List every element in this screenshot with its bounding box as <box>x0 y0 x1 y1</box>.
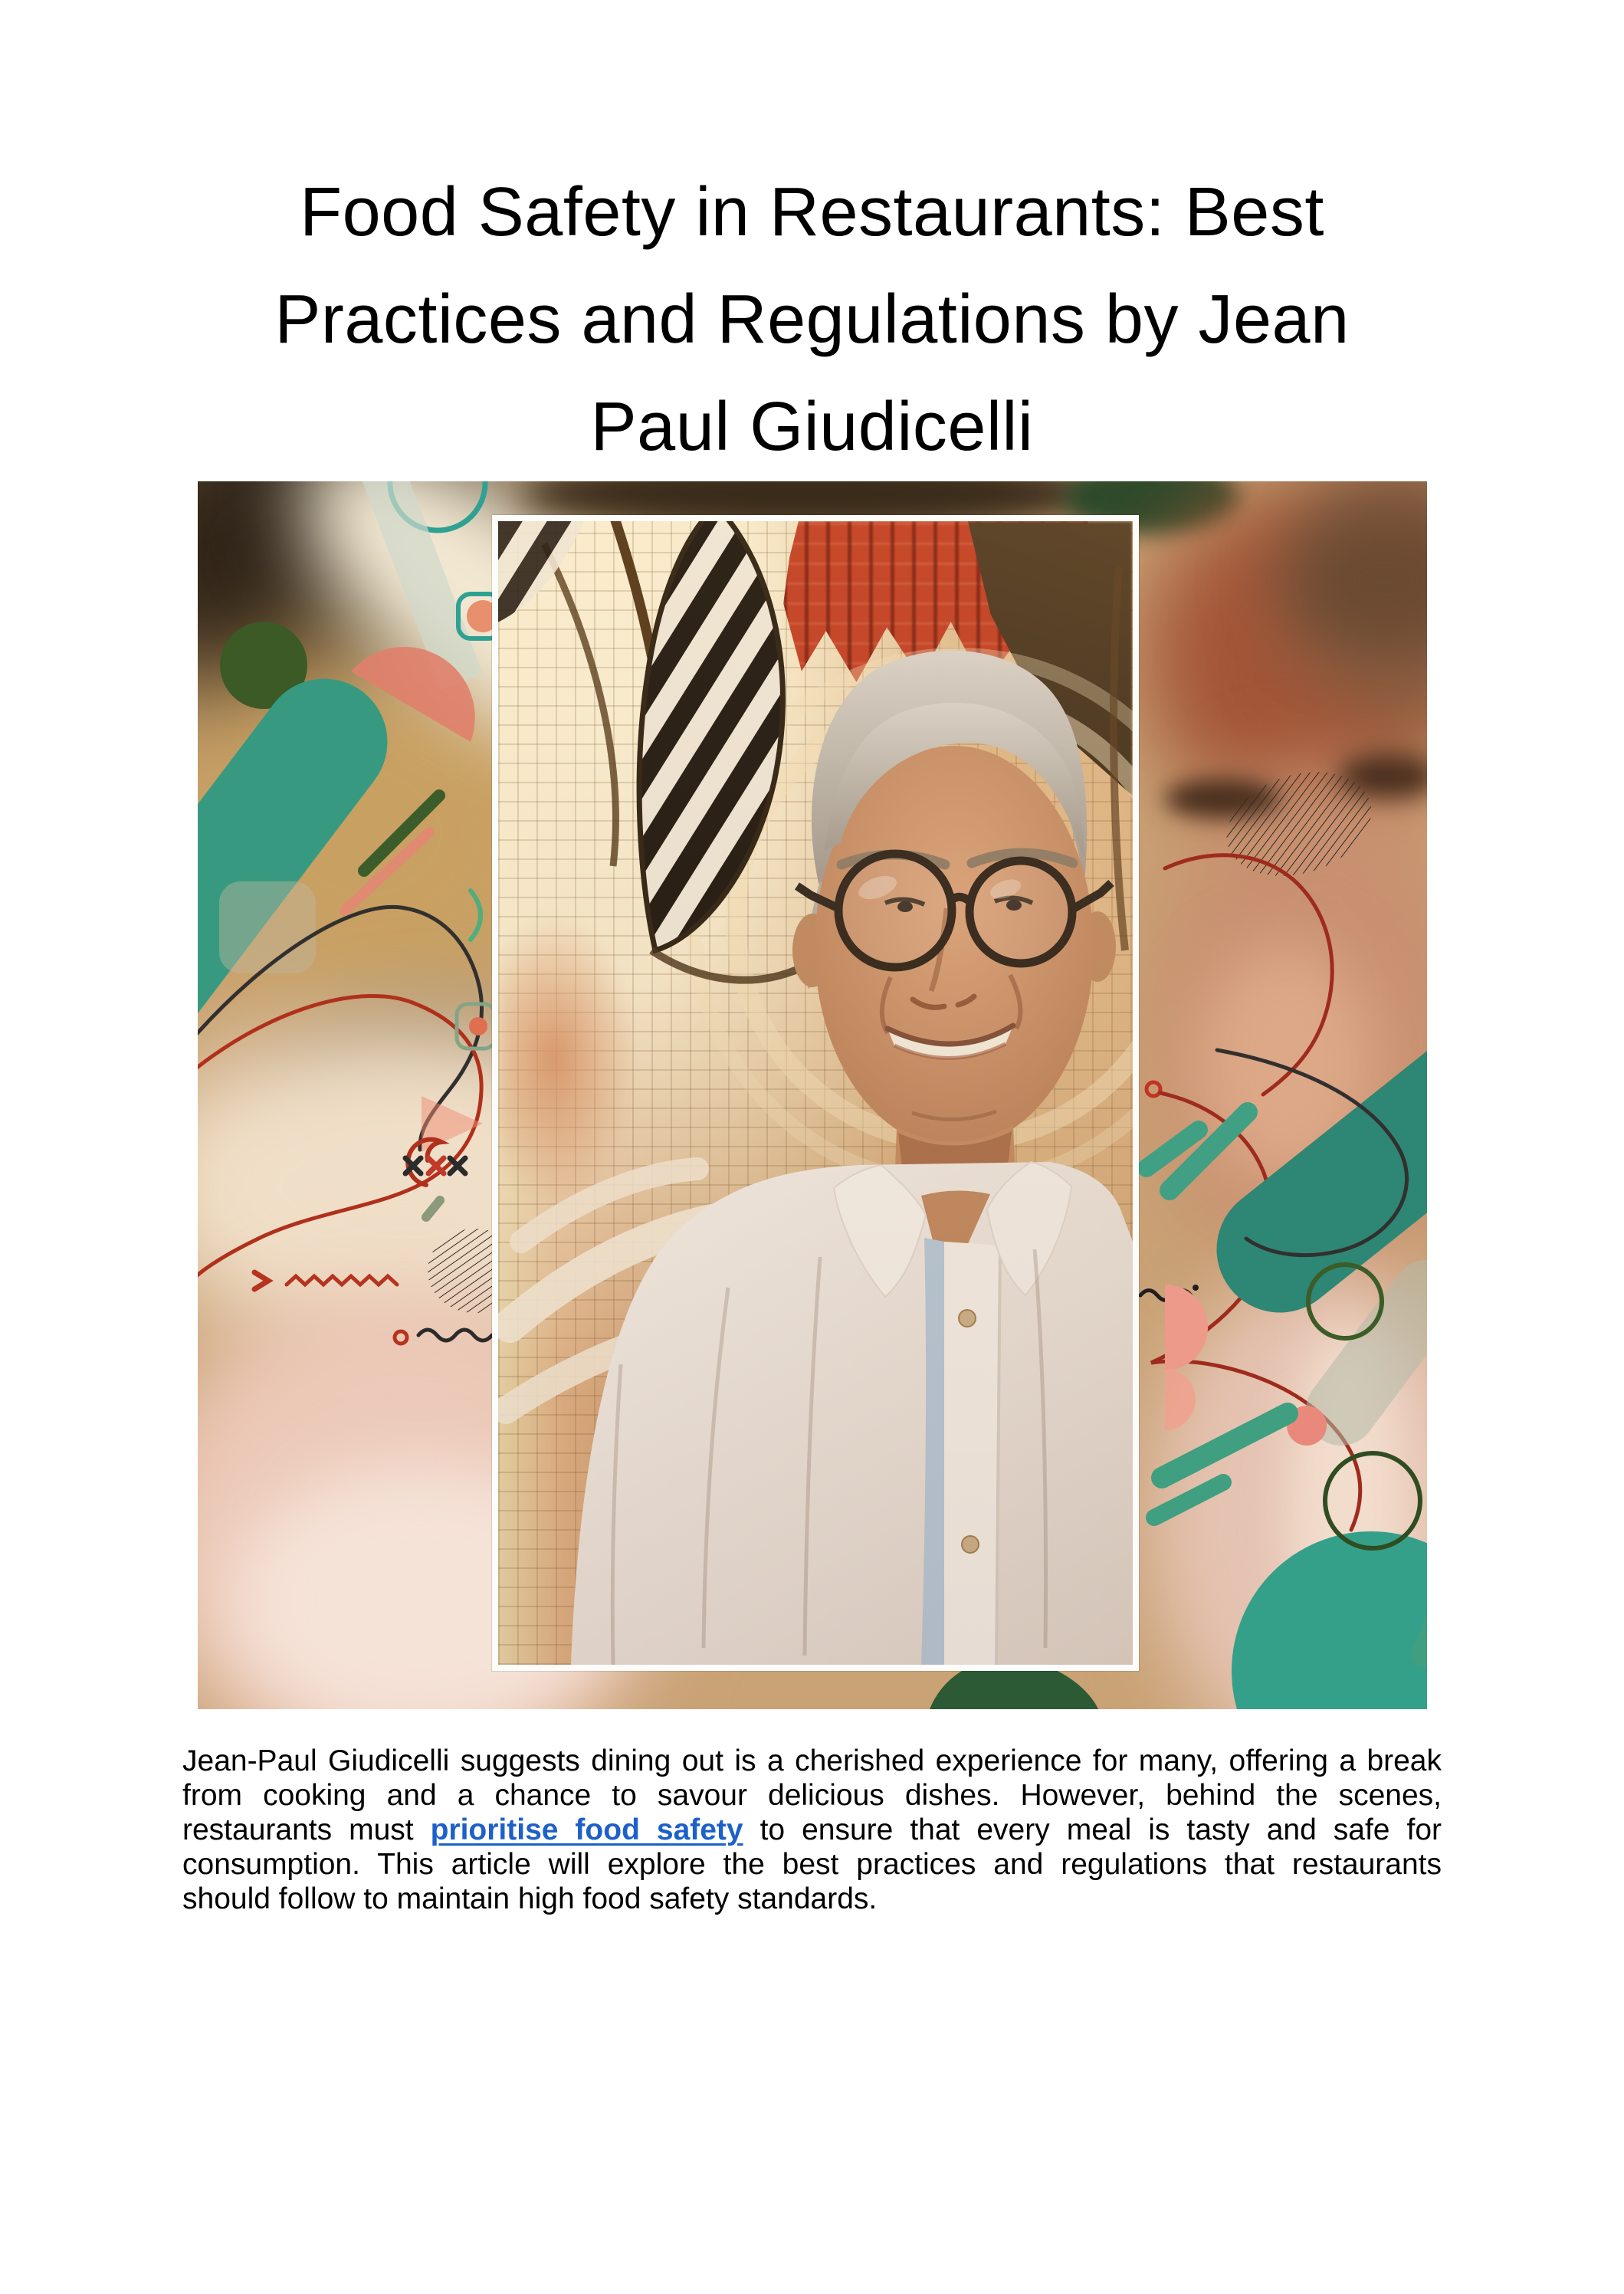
paragraph-line-4: consumption. This article will explore the best practices and regulations that restaurants <box>182 1848 1442 1881</box>
portrait-man <box>498 521 1133 1665</box>
portrait-photo <box>492 515 1139 1671</box>
hero-image <box>198 481 1427 1709</box>
food-safety-link[interactable]: prioritise food safety <box>430 1813 743 1846</box>
paragraph-line-5: should follow to maintain high food safety standards. <box>182 1882 878 1915</box>
red-chevron-icon <box>254 1272 268 1289</box>
title-line-2: Practices and Regulations by Jean <box>274 281 1350 358</box>
paragraph-line-3-pre: restaurants must <box>182 1813 431 1846</box>
paragraph-line-2: from cooking and a chance to savour delicious dishes. However, behind the scenes, <box>182 1779 1442 1812</box>
button-2 <box>962 1536 979 1553</box>
paragraph-line-3-post: to ensure that every meal is tasty and safe for <box>743 1813 1442 1846</box>
paragraph-line-1: Jean-Paul Giudicelli suggests dining out is a cherished experience for many, offering a break <box>182 1744 1442 1777</box>
light-green-arc <box>471 891 481 940</box>
body-paragraph <box>182 1744 1442 1916</box>
gray-green-pill <box>426 1200 440 1217</box>
small-red-circle-outline <box>395 1331 407 1344</box>
black-squiggle-left <box>418 1330 492 1341</box>
placket <box>944 1242 1000 1665</box>
button-1 <box>959 1310 976 1327</box>
sage-rounded-square <box>219 881 316 973</box>
document-title <box>182 159 1442 481</box>
triple-cross-icon <box>405 1158 465 1173</box>
hatched-circle-right-icon <box>1212 754 1384 894</box>
big-teal-circle <box>1232 1531 1427 1709</box>
small-red-circle-right <box>1147 1082 1160 1096</box>
salmon-wedge <box>422 1096 483 1152</box>
title-line-1: Food Safety in Restaurants: Best <box>300 174 1324 251</box>
title-line-3: Paul Giudicelli <box>590 389 1034 465</box>
coral-half-disc-right <box>1165 1285 1208 1370</box>
red-zigzag-line <box>287 1276 397 1285</box>
paragraph-line-3 <box>182 1813 1442 1847</box>
sage-pill <box>1341 1295 1427 1410</box>
salmon-half-disc-right-2 <box>1165 1369 1196 1430</box>
